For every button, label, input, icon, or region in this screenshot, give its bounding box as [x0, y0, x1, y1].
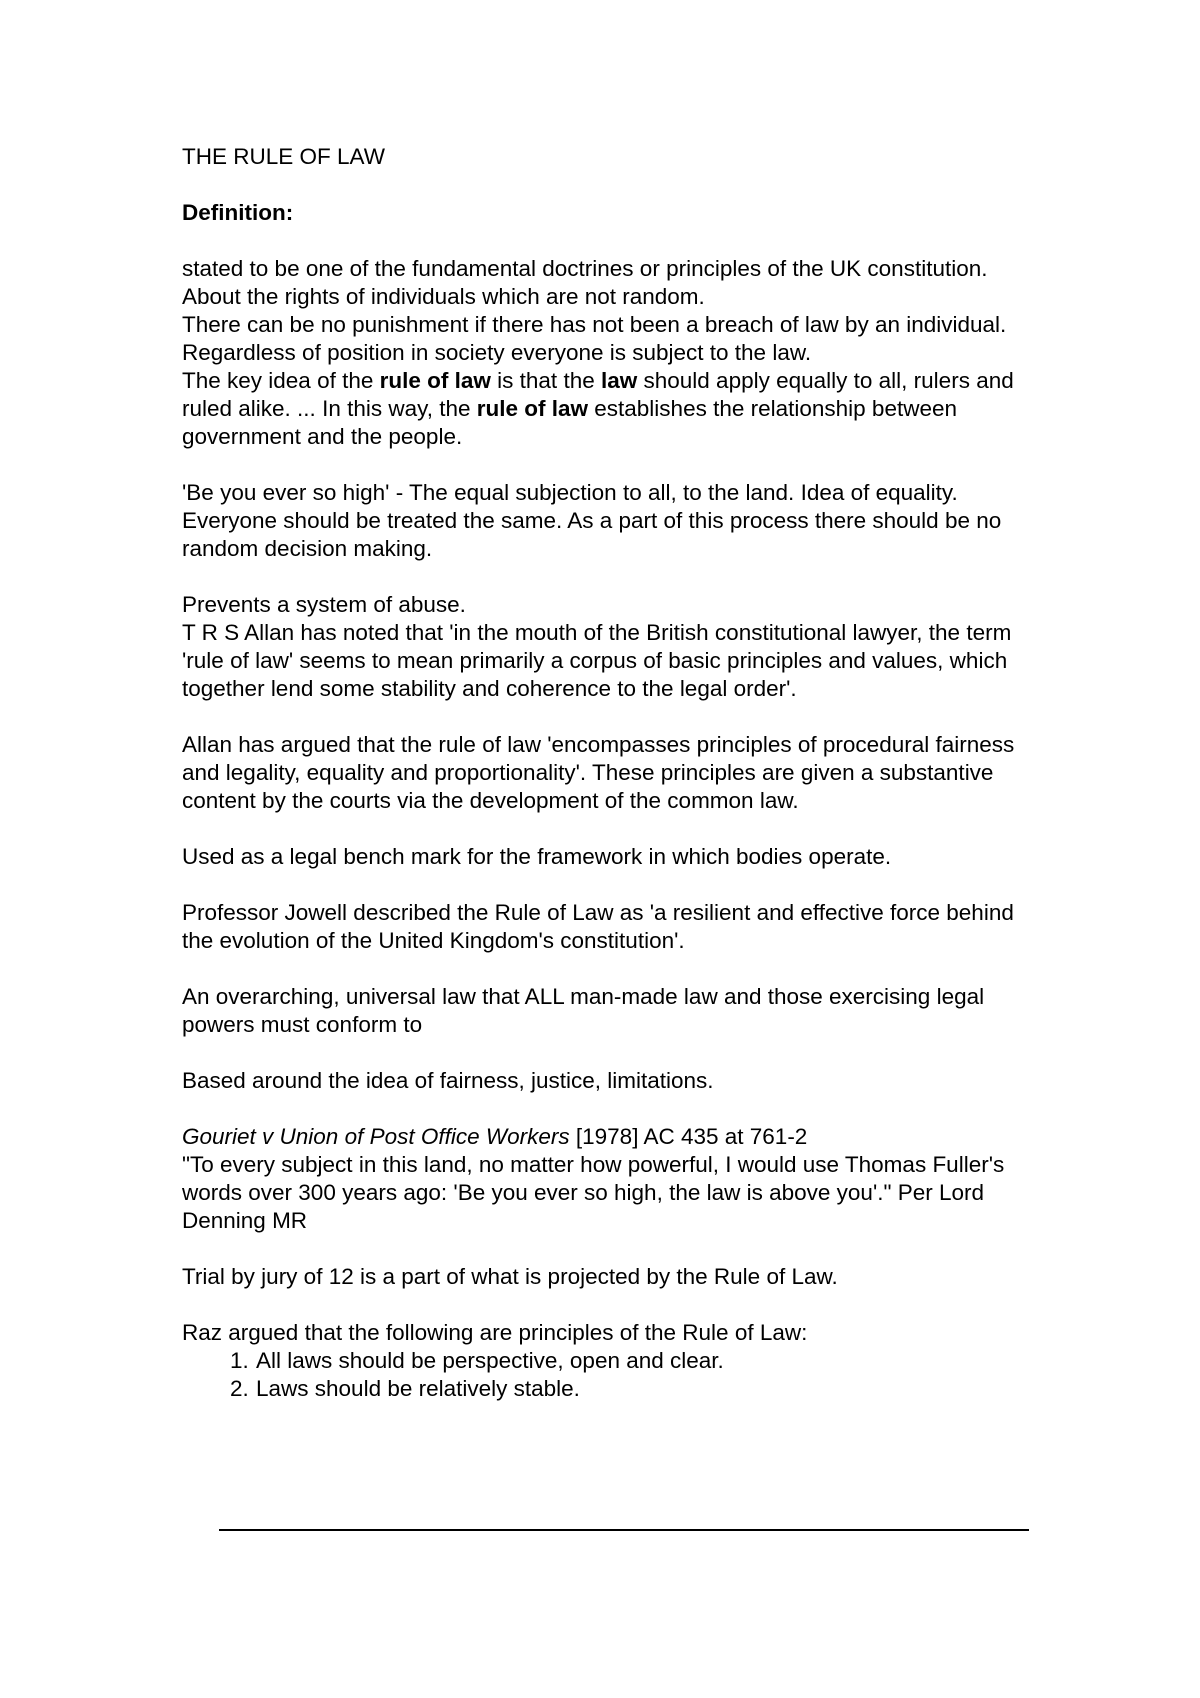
key-idea-text: is that the	[490, 368, 601, 393]
footer-divider	[219, 1529, 1029, 1531]
definition-line: There can be no punishment if there has not been a breach of law by an individual.	[182, 312, 1007, 337]
key-idea-text: The key idea of the	[182, 368, 380, 393]
document-title: THE RULE OF LAW	[182, 144, 385, 169]
jury-paragraph: Trial by jury of 12 is a part of what is projected by the Rule of Law.	[182, 1264, 838, 1289]
case-quote: "To every subject in this land, no matter how powerful, I would use Thomas Fuller's words over 300 years ago: 'Be you ever so high, the law is above you'." Per Lord Denning MR	[182, 1152, 1005, 1233]
key-idea-text: establishes the relationship between government and the people.	[182, 396, 958, 449]
list-item: 1. All laws should be perspective, open and clear.	[255, 1347, 1050, 1375]
definition-section	[182, 255, 1050, 451]
key-idea-bold: rule of law	[476, 396, 589, 421]
key-idea-bold: law	[600, 368, 638, 393]
definition-line: Regardless of position in society everyone is subject to the law.	[182, 340, 812, 365]
key-idea-paragraph	[182, 367, 1050, 451]
allan-quote-paragraph: T R S Allan has noted that 'in the mouth of the British constitutional lawyer, the term 'rule of law' seems to mean primarily a corpus of basic principles and values, which together lend some stability and coherence to the legal order'.	[182, 620, 1012, 701]
definition-heading: Definition:	[182, 200, 294, 225]
list-item: 2. Laws should be relatively stable.	[255, 1375, 1050, 1403]
based-around-paragraph: Based around the idea of fairness, justice, limitations.	[182, 1068, 714, 1093]
key-idea-text: should apply equally to all, rulers and ruled alike. ... In this way, the	[182, 368, 1014, 421]
raz-intro: Raz argued that the following are principles of the Rule of Law:	[182, 1320, 808, 1345]
bench-mark-paragraph: Used as a legal bench mark for the framework in which bodies operate.	[182, 844, 892, 869]
allan-argued-paragraph: Allan has argued that the rule of law 'encompasses principles of procedural fairness and legality, equality and proportionality'. These principles are given a substantive content by the courts via the development of the common law.	[182, 732, 1015, 813]
abuse-section	[182, 591, 1050, 703]
raz-section	[182, 1319, 1050, 1403]
abuse-line: Prevents a system of abuse.	[182, 592, 466, 617]
case-section	[182, 1123, 1050, 1235]
case-reference: [1978] AC 435 at 761-2	[569, 1124, 808, 1149]
definition-line: stated to be one of the fundamental doctrines or principles of the UK constitution.	[182, 256, 988, 281]
overarching-paragraph: An overarching, universal law that ALL man-made law and those exercising legal powers must conform to	[182, 984, 985, 1037]
case-citation	[182, 1123, 1050, 1151]
jowell-paragraph: Professor Jowell described the Rule of Law as 'a resilient and effective force behind the evolution of the United Kingdom's constitution'.	[182, 900, 1014, 953]
be-you-high-paragraph: 'Be you ever so high' - The equal subjection to all, to the land. Idea of equality. Everyone should be treated the same. As a part of this process there should be no random decision making.	[182, 480, 1002, 561]
case-name: Gouriet v Union of Post Office Workers	[182, 1124, 570, 1149]
key-idea-bold: rule of law	[379, 368, 491, 393]
raz-principles-list	[182, 1347, 1050, 1403]
definition-line: About the rights of individuals which are not random.	[182, 284, 705, 309]
